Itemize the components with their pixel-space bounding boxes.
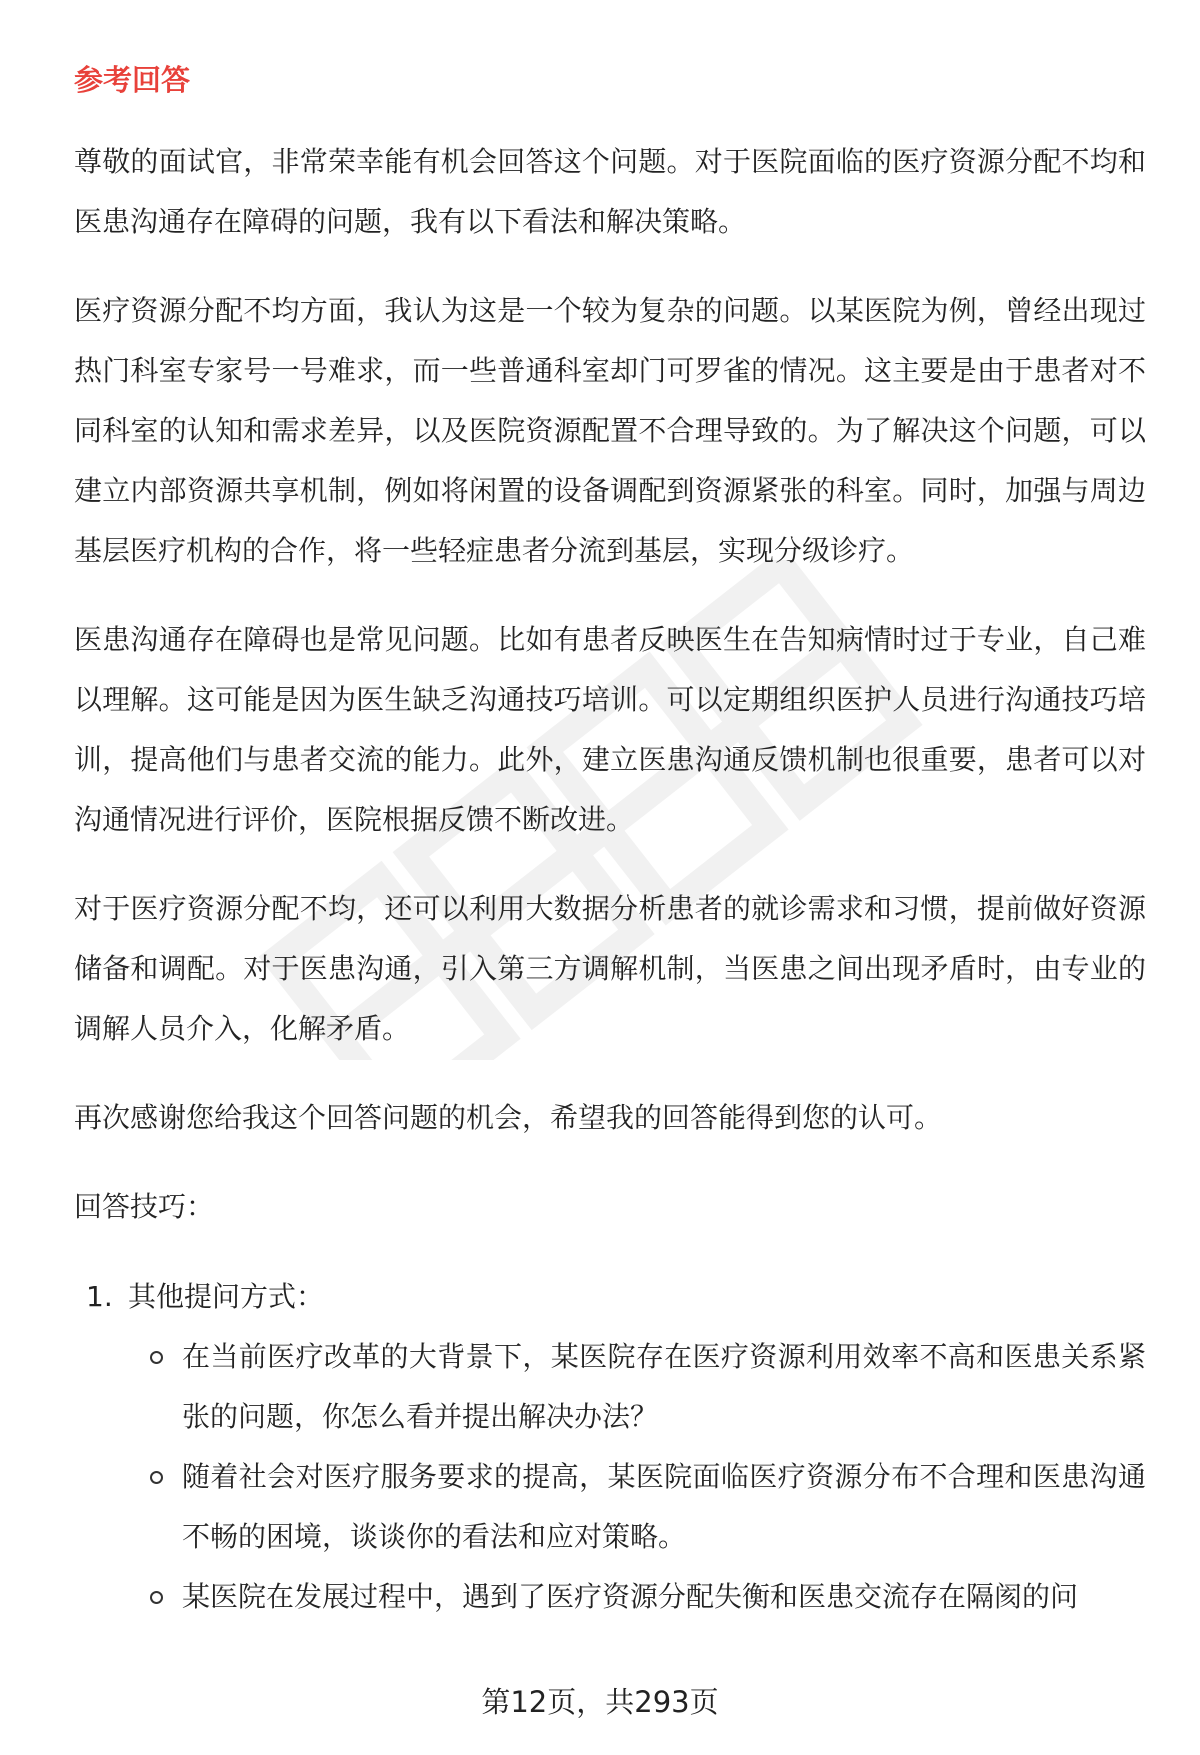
- sub-list-item: [128, 1567, 1146, 1627]
- sub-list-item: [128, 1327, 1146, 1447]
- document-body: [74, 132, 1146, 1627]
- page-number-footer: 第12页，共293页: [481, 1685, 719, 1719]
- hollow-bullet-icon: [150, 1591, 163, 1604]
- sub-list-item-text: 某医院在发展过程中，遇到了医疗资源分配失衡和医患交流存在隔阂的问: [182, 1580, 1079, 1613]
- paragraph: 医疗资源分配不均方面，我认为这是一个较为复杂的问题。以某医院为例，曾经出现过热门科室专家号一号难求，而一些普通科室却门可罗雀的情况。这主要是由于患者对不同科室的认知和需求差异，以及医院资源配置不合理导致的。为了解决这个问题，可以建立内部资源共享机制，例如将闲置的设备调配到资源紧张的科室。同时，加强与周边基层医疗机构的合作，将一些轻症患者分流到基层，实现分级诊疗。: [74, 294, 1146, 567]
- hollow-bullet-icon: [150, 1471, 163, 1484]
- sub-list-item-text: 随着社会对医疗服务要求的提高，某医院面临医疗资源分布不合理和医患沟通不畅的困境，谈谈你的看法和应对策略。: [182, 1460, 1146, 1553]
- tips-list-item: [74, 1267, 1146, 1627]
- paragraph: 尊敬的面试官，非常荣幸能有机会回答这个问题。对于医院面临的医疗资源分配不均和医患沟通存在障碍的问题，我有以下看法和解决策略。: [74, 145, 1146, 238]
- list-item-label: 其他提问方式：: [128, 1280, 325, 1313]
- sub-list-item-text: 在当前医疗改革的大背景下，某医院存在医疗资源利用效率不高和医患关系紧张的问题，你怎么看并提出解决办法？: [182, 1340, 1146, 1433]
- paragraph: 对于医疗资源分配不均，还可以利用大数据分析患者的就诊需求和习惯，提前做好资源储备和调配。对于医患沟通，引入第三方调解机制，当医患之间出现矛盾时，由专业的调解人员介入，化解矛盾。: [74, 892, 1146, 1045]
- paragraph: 医患沟通存在障碍也是常见问题。比如有患者反映医生在告知病情时过于专业，自己难以理解。这可能是因为医生缺乏沟通技巧培训。可以定期组织医护人员进行沟通技巧培训，提高他们与患者交流的能力。此外，建立医患沟通反馈机制也很重要，患者可以对沟通情况进行评价，医院根据反馈不断改进。: [74, 623, 1146, 836]
- tips-title: 回答技巧：: [74, 1190, 215, 1223]
- tips-list: [74, 1267, 1146, 1627]
- paragraph: 再次感谢您给我这个回答问题的机会，希望我的回答能得到您的认可。: [74, 1101, 943, 1134]
- hollow-bullet-icon: [150, 1351, 163, 1364]
- sub-list: [128, 1327, 1146, 1627]
- list-number: 1.: [86, 1280, 113, 1313]
- section-heading: 参考回答: [74, 63, 191, 97]
- sub-list-item: [128, 1447, 1146, 1567]
